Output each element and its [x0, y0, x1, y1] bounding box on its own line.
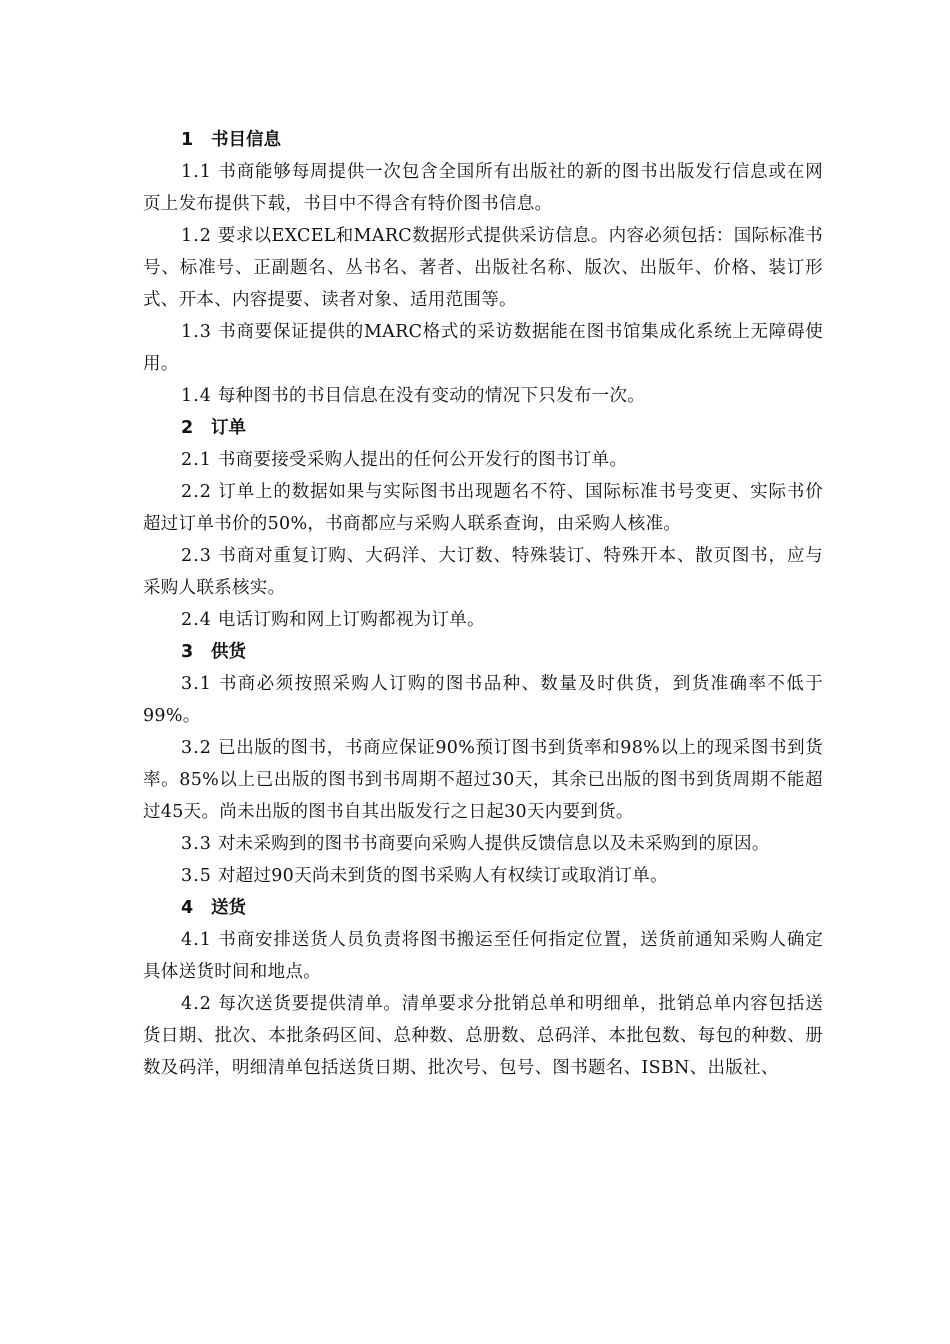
clause-number: 2.4 — [181, 610, 212, 630]
clause-2-1 — [143, 444, 823, 476]
clause-1-1 — [143, 156, 823, 220]
clause-number: 2.1 — [181, 450, 212, 470]
section-heading-3 — [143, 636, 823, 668]
clause-text: 要求以EXCEL和MARC数据形式提供采访信息。内容必须包括：国际标准书号、标准号、正副题名、丛书名、著者、出版社名称、版次、出版年、价格、装订形式、开本、内容提要、读者对象、适用范围等。 — [143, 226, 823, 310]
section-heading-4 — [143, 892, 823, 924]
clause-number: 1.2 — [181, 226, 212, 246]
clause-3-3 — [143, 828, 823, 860]
clause-text: 对未采购到的图书书商要向采购人提供反馈信息以及未采购到的原因。 — [217, 834, 770, 854]
clause-text: 书商对重复订购、大码洋、大订数、特殊装订、特殊开本、散页图书，应与采购人联系核实。 — [143, 546, 823, 598]
clause-3-2 — [143, 732, 823, 828]
clause-text: 书商要保证提供的MARC格式的采访数据能在图书馆集成化系统上无障碍使用。 — [143, 322, 823, 374]
clause-text: 书商安排送货人员负责将图书搬运至任何指定位置，送货前通知采购人确定具体送货时间和地点。 — [143, 930, 823, 982]
clause-text: 对超过90天尚未到货的图书采购人有权续订或取消订单。 — [217, 866, 668, 886]
section-title: 订单 — [211, 418, 246, 438]
clause-number: 4.1 — [181, 930, 212, 950]
clause-text: 每次送货要提供清单。清单要求分批销总单和明细单，批销总单内容包括送货日期、批次、本批条码区间、总种数、总册数、总码洋、本批包数、每包的种数、册数及码洋，明细清单包括送货日期、批次号、包号、图书题名、ISBN、出版社、 — [143, 994, 823, 1078]
section-heading-1 — [143, 124, 823, 156]
clause-3-5 — [143, 860, 823, 892]
section-heading-2 — [143, 412, 823, 444]
clause-2-4 — [143, 604, 823, 636]
clause-number: 1.1 — [181, 162, 212, 182]
clause-1-2 — [143, 220, 823, 316]
clause-number: 2.2 — [181, 482, 212, 502]
clause-text: 订单上的数据如果与实际图书出现题名不符、国际标准书号变更、实际书价超过订单书价的50%，书商都应与采购人联系查询，由采购人核准。 — [143, 482, 823, 534]
clause-number: 4.2 — [181, 994, 212, 1014]
clause-1-4 — [143, 380, 823, 412]
section-number: 1 — [181, 130, 194, 150]
clause-number: 1.4 — [181, 386, 212, 406]
section-title: 书目信息 — [211, 130, 281, 150]
clause-1-3 — [143, 316, 823, 380]
section-number: 2 — [181, 418, 194, 438]
clause-text: 书商要接受采购人提出的任何公开发行的图书订单。 — [217, 450, 628, 470]
clause-number: 3.2 — [181, 738, 212, 758]
clause-4-1 — [143, 924, 823, 988]
section-title: 供货 — [211, 642, 246, 662]
clause-text: 电话订购和网上订购都视为订单。 — [217, 610, 485, 630]
clause-3-1 — [143, 668, 823, 732]
clause-text: 书商能够每周提供一次包含全国所有出版社的新的图书出版发行信息或在网页上发布提供下载，书目中不得含有特价图书信息。 — [143, 162, 823, 214]
clause-number: 3.5 — [181, 866, 212, 886]
clause-2-2 — [143, 476, 823, 540]
section-number: 4 — [181, 898, 194, 918]
clause-number: 2.3 — [181, 546, 212, 566]
clause-4-2 — [143, 988, 823, 1084]
clause-number: 3.1 — [181, 674, 212, 694]
section-title: 送货 — [211, 898, 246, 918]
clause-text: 书商必须按照采购人订购的图书品种、数量及时供货，到货准确率不低于99%。 — [143, 674, 823, 726]
section-number: 3 — [181, 642, 194, 662]
clause-text: 已出版的图书，书商应保证90%预订图书到货率和98%以上的现采图书到货率。85%以上已出版的图书到书周期不超过30天，其余已出版的图书到货周期不能超过45天。尚未出版的图书自其出版发行之日起30天内要到货。 — [143, 738, 823, 822]
document-body — [143, 124, 823, 1084]
clause-text: 每种图书的书目信息在没有变动的情况下只发布一次。 — [217, 386, 646, 406]
clause-number: 3.3 — [181, 834, 212, 854]
clause-2-3 — [143, 540, 823, 604]
clause-number: 1.3 — [181, 322, 212, 342]
